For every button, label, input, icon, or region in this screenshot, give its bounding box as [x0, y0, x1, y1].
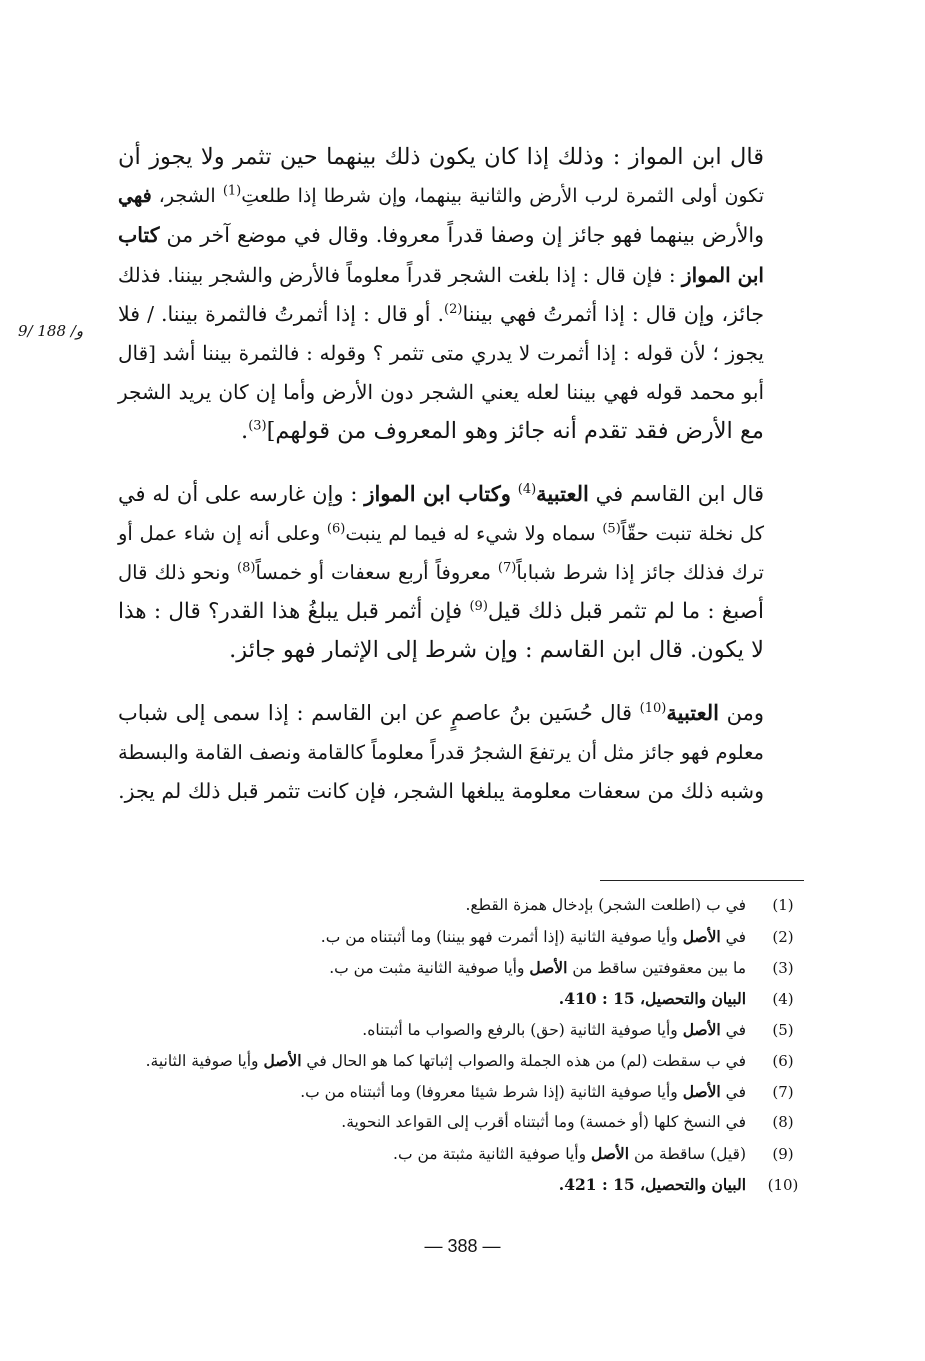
text-segment: : فإن قال : إذا بلغت الشجر قدراً معلوماً فالأرض والشجر بيننا. فذلك [117, 262, 682, 287]
text-segment: وأيا صوفية الثانية (إذا أثمرت فهو بيننا) وما أثبتناه من ب. [320, 928, 683, 946]
margin-folio-note: و/ 188 /9 [18, 322, 84, 340]
text-segment: قال ابن القاسم في [588, 481, 764, 506]
bold-text: الأصل [682, 927, 721, 946]
text-line [118, 412, 808, 451]
main-text [118, 138, 808, 833]
text-segment: يجوز ؛ لأن قوله : إذا أثمرت لا يدري متى تثمر ؟ وقوله : فالثمرة بيننا أشد [قال [118, 341, 764, 366]
text-segment: ومن [719, 700, 764, 725]
bold-text: الأصل [529, 958, 568, 977]
bold-text: الأصل [591, 1144, 630, 1163]
footnote-item [118, 896, 808, 927]
text-segment: وشبه ذلك من سعفات معلومة يبلغها الشجر، فإن كانت تثمر قبل ذلك لم يجز. [118, 779, 764, 804]
text-segment: ونحو ذلك قال [118, 561, 238, 585]
bold-text: البيان والتحصيل، 15 : 410. [558, 989, 746, 1008]
footnote-item [118, 1144, 808, 1175]
text-segment: في ب (اطلعت الشجر) بإدخال همزة القطع. [465, 896, 746, 914]
footnote-item [118, 958, 808, 989]
text-line [118, 514, 808, 553]
text-segment: لا يكون. قال ابن القاسم : وإن شرط إلى الإثمار فهو جائز. [229, 637, 764, 664]
footnote-text [118, 927, 758, 946]
footnote-number: (6) [772, 1052, 794, 1070]
footnote-number: (3) [772, 959, 794, 977]
text-segment: وأيا صوفية الثانية (إذا شرط شيئا معروفا) وما أثبتناه من ب. [300, 1083, 683, 1101]
text-segment: معلوم فهو جائز مثل أن يرتفعَ الشجرُ قدراً معلوماً كالقامة ونصف القامة والبسطة [118, 740, 764, 764]
bold-text: وكتاب ابن المواز [364, 480, 511, 506]
footnote-ref: (10) [639, 700, 667, 716]
text-segment: : وإن غارسه على أن له في [118, 481, 365, 506]
footnote-ref: (6) [326, 521, 346, 537]
text-segment: . [241, 418, 249, 445]
text-segment: في ب سقطت (لم) من هذه الجملة والصواب إثباتها كما هو الحال في [301, 1052, 746, 1070]
paragraph [118, 693, 808, 812]
footnote-item [118, 1082, 808, 1113]
text-line [118, 631, 808, 670]
text-segment: سماه ولا شيء له فيما لم ينبت [345, 521, 603, 545]
footnote-text [118, 1082, 758, 1101]
text-line [118, 334, 808, 373]
text-segment: وأيا صوفية الثانية مثبت من ب. [329, 959, 530, 977]
text-segment: أصبغ : ما لم تثمر قبل ذلك قيل [487, 599, 764, 625]
footnote-item [118, 927, 808, 958]
footnote-item [118, 1113, 808, 1144]
bold-text: العتبية [666, 699, 720, 725]
text-line [118, 138, 808, 177]
footnote-text [118, 1113, 758, 1131]
bold-text: الأصل [682, 1082, 721, 1101]
text-line [118, 592, 808, 631]
bold-text: الأصل [682, 1020, 721, 1039]
text-segment: تكون أولى الثمرة لرب الأرض والثانية بينهما، وإن شرطا إذا طلعتِ [241, 185, 764, 208]
footnote-separator [600, 880, 804, 881]
paragraph [118, 138, 808, 452]
text-segment: جائز، وإن قال : إذا أثمرتُ فهي بيننا [462, 301, 765, 326]
text-segment: في [720, 1083, 746, 1101]
footnote-number: (8) [772, 1113, 794, 1131]
text-segment: فإن أثمر قبل يبلغُ هذا القدر؟ قال : هذا [118, 599, 470, 625]
text-segment: وأيا صوفية الثانية (حق) بالرفع والصواب ما أثبتناه. [362, 1021, 683, 1039]
footnote-number: (9) [772, 1145, 794, 1163]
footnote-text [118, 958, 758, 977]
text-segment: مع الأرض فقد تقدم أنه جائز وهو المعروف من قولهم] [266, 418, 764, 445]
text-segment: في النسخ كلها (أو خمسة) وما أثبتناه أقرب إلى القواعد النحوية. [341, 1113, 746, 1131]
text-segment: (قيل) ساقطة من [629, 1145, 746, 1163]
footnote-item [118, 989, 808, 1020]
text-segment: ترك فذلك جائز إذا شرط شباباً [516, 561, 764, 585]
text-segment: قال ابن المواز : وذلك إذا كان يكون ذلك بينهما حين تثمر ولا يجوز أن [118, 144, 764, 170]
text-segment: معروفاً أربع سعفات أو خمساً [255, 561, 498, 585]
text-line [118, 216, 808, 255]
text-segment: قال حُسَين بنُ عاصمٍ عن ابن القاسم : إذا سمى إلى شباب [118, 700, 640, 725]
text-segment: الشجر، [151, 185, 223, 208]
text-line [118, 295, 808, 334]
text-segment: أبو محمد قوله فهي بيننا لعله يعني الشجر دون الأرض وأما إن كان يريد الشجر [118, 380, 765, 405]
bold-text: الأصل [263, 1051, 302, 1070]
footnote-text [118, 896, 758, 914]
footnote-ref: (4) [517, 481, 537, 497]
footnote-ref: (5) [602, 521, 621, 537]
text-segment: كل نخلة تنبت حقّاً [620, 521, 765, 545]
text-line [118, 256, 808, 295]
text-segment: والأرض بينهما فهو جائز إن وصفا قدراً معروفا. وقال في موضع آخر من [159, 223, 764, 248]
text-segment: . أو قال : إذا أثمرتُ فالثمرة بيننا. / فلا [118, 301, 445, 326]
paragraph [118, 474, 808, 671]
text-line [118, 373, 808, 412]
text-line [118, 772, 808, 811]
text-segment: ما بين معقوفتين ساقط من [567, 959, 746, 977]
text-segment: وأيا صوفية الثانية. [145, 1052, 264, 1070]
footnote-ref: (3) [248, 418, 267, 434]
text-line [118, 553, 808, 592]
text-line [118, 693, 808, 733]
footnote-number: (5) [772, 1021, 794, 1039]
footnotes-list [118, 896, 808, 1206]
footnote-text [118, 1175, 758, 1194]
footnote-ref: (7) [497, 560, 517, 576]
footnote-ref: (1) [222, 183, 242, 199]
text-segment: وعلى أنه إن شاء عمل أو [118, 521, 327, 545]
footnote-number: (2) [772, 928, 794, 946]
text-segment: في [720, 928, 746, 946]
footnote-number: (7) [772, 1083, 794, 1101]
text-segment: وأيا صوفية الثانية مثبتة من ب. [393, 1145, 591, 1163]
bold-text: فهي [118, 185, 152, 208]
footnote-text [118, 1144, 758, 1163]
footnote-text [118, 1051, 758, 1070]
bold-text: ابن المواز [681, 262, 764, 287]
bold-text: البيان والتحصيل، 15 : 421. [558, 1175, 746, 1194]
text-line [118, 474, 808, 514]
page-number: — 388 — [424, 1236, 501, 1256]
footnote-ref: (8) [237, 560, 256, 576]
footnote-ref: (2) [444, 301, 463, 317]
footnote-item [118, 1175, 808, 1206]
footnote-number: (4) [772, 990, 794, 1008]
footnote-item [118, 1051, 808, 1082]
footnote-text [118, 989, 758, 1008]
footnote-number: (10) [767, 1176, 799, 1194]
bold-text: العتبية [536, 480, 589, 506]
text-line [118, 177, 808, 216]
footnote-item [118, 1020, 808, 1051]
footnote-ref: (9) [469, 599, 488, 615]
bold-text: كتاب [118, 223, 160, 248]
text-line [118, 733, 808, 772]
footnote-number: (1) [772, 896, 794, 914]
text-segment [511, 482, 518, 506]
text-segment: في [720, 1021, 746, 1039]
footnote-text [118, 1020, 758, 1039]
